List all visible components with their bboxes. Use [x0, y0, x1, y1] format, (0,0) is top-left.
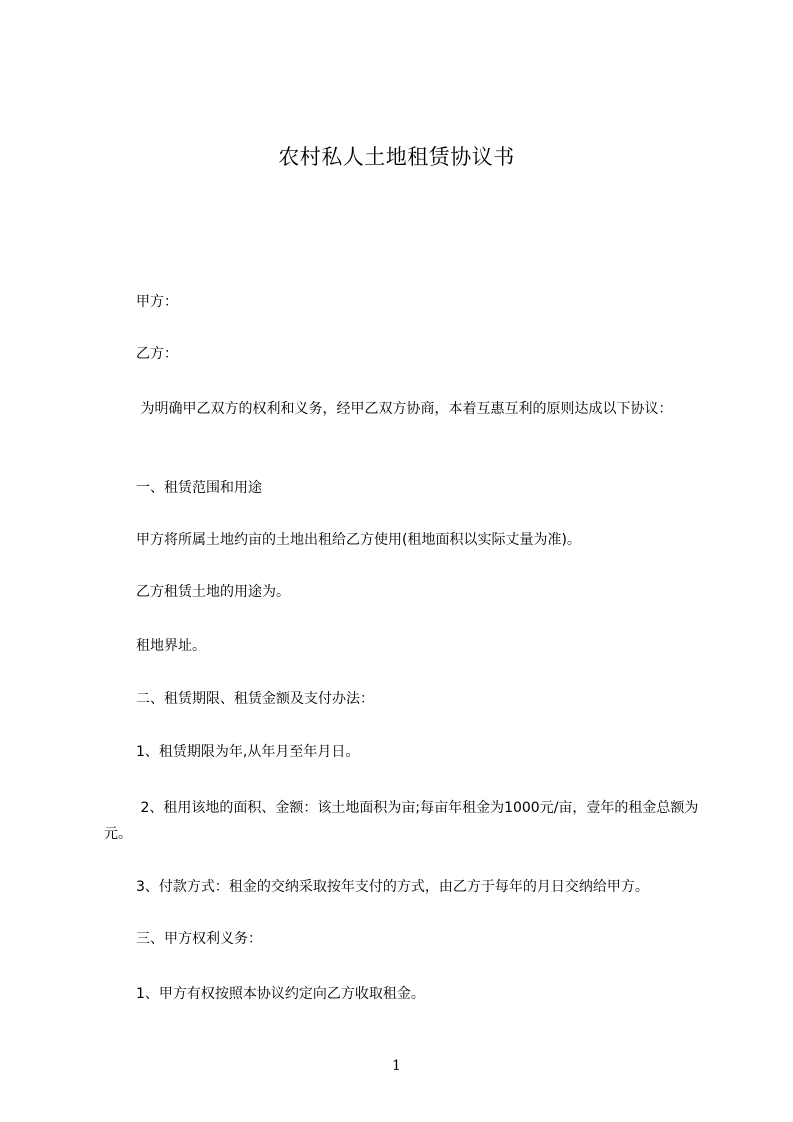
- clause-boundary: 租地界址。: [136, 638, 206, 654]
- clause-payment-method: 3、付款方式：租金的交纳采取按年支付的方式，由乙方于每年的月日交纳给甲方。: [136, 879, 649, 895]
- clause-party-a-right: 1、甲方有权按照本协议约定向乙方收取租金。: [136, 986, 425, 1002]
- clause-rent-amount: 2、租用该地的面积、金额：该土地面积为亩;每亩年租金为1000元/亩，壹年的租金总额为元。: [104, 800, 699, 842]
- party-a-label: 甲方：: [136, 294, 178, 310]
- section-heading-2: 二、租赁期限、租赁金额及支付办法：: [136, 691, 374, 707]
- clause-term: 1、租赁期限为年,从年月至年月日。: [136, 744, 360, 760]
- clause-land-area: 甲方将所属土地约亩的土地出租给乙方使用(租地面积以实际丈量为准)。: [136, 532, 581, 548]
- section-heading-1: 一、租赁范围和用途: [136, 480, 262, 496]
- section-heading-3: 三、甲方权利义务：: [136, 931, 262, 947]
- page-number: 1: [392, 1058, 401, 1074]
- document-title: 农村私人土地租赁协议书: [278, 145, 515, 169]
- party-b-label: 乙方：: [136, 346, 178, 362]
- clause-land-use: 乙方租赁土地的用途为。: [136, 584, 290, 600]
- preamble-paragraph: 为明确甲乙双方的权利和义务，经甲乙双方协商，本着互惠互利的原则达成以下协议：: [136, 401, 673, 417]
